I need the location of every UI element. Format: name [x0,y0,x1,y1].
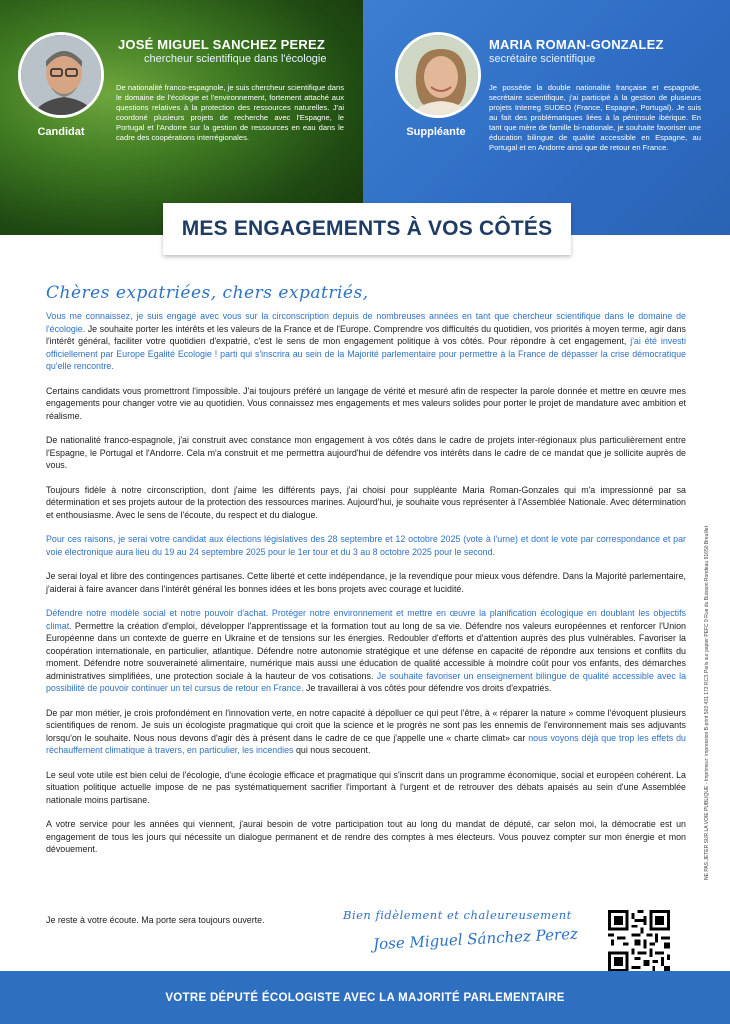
body-text: De par mon métier, je crois profondément en l'innovation verte, en notre capacité à dépolluer ce qui peut l'être, à « réparer la nature » comme l'évoquent plusieurs scientifiques de renom. Je suis un écologiste pragmatique qui croit que la science et le progrès ne sont pas les ennemis de l'environnement mais ses adjuvants lorsqu'on le souhaite. Nous nous devons d'agir dès à présent dans le cadre de ce que j'appelle une « charte climat» car [46,707,686,743]
footer-banner [0,971,730,1024]
paragraph-10: A votre service pour les années qui viennent, j'aurai besoin de votre participation tout au long du mandat de député, car selon moi, la démocratie est un engagement de tous les jours qui nécessite un dialogue permanent et de rendre des comptes à mes électeurs. Vous pouvez compter sur mon énergie et mon dévouement. [46,819,686,854]
substitute-role: Suppléante [406,126,466,138]
candidate-photo [18,32,104,118]
substitute-photo [395,32,481,118]
paragraph-5: Pour ces raisons, je serai votre candidat aux élections législatives des 28 septembre et 12 octobre 2025 (vote à l'urne) et dont le vote par correspondance et par voie électronique aura lieu du 19 au 24 septembre 2025 pour le 1er tour et du 3 au 8 octobre 2025 pour le second. [46,534,686,557]
footer-text: VOTRE DÉPUTÉ ÉCOLOGISTE AVEC LA MAJORITÉ PARLEMENTAIRE [165,991,565,1004]
qr-code-icon [608,910,670,972]
signature: Jose Miguel Sánchez Perez [372,924,579,954]
body-text: qui nous secouent. [293,745,371,755]
letter-body [46,310,686,868]
body-text: Je souhaite porter les intérêts et les valeurs de la France et de l'Europe. Comprendre vos difficultés du quotidien, vos priorités à moyen terme, agir dans l'intérêt général, faciliter votre quotidien d'expatrié, c'est le sens de mon engagement politique à vos côtés. Pour répondre à cet engagement, [46,323,686,346]
substitute-panel [363,0,730,235]
qr-code[interactable] [608,910,670,972]
substitute-title: secrétaire scientifique [489,53,596,65]
paragraph-7 [46,607,686,695]
substitute-portrait-icon [398,35,481,118]
highlight-text: nous voyons déjà que trop les effets du réchauffement climatique à travers, en particulier, les incendies [46,732,686,755]
highlight-text: Défendre notre modèle social et notre pouvoir d'achat. Protéger notre environnement et mettre en œuvre la planification écologique en doublant les objectifs climat. [46,608,686,631]
paragraph-1 [46,310,686,373]
page-title: MES ENGAGEMENTS À VOS CÔTÉS [181,217,553,240]
paragraph-8 [46,707,686,757]
substitute-name: MARIA ROMAN-GONZALEZ [489,37,664,52]
candidate-bio: De nationalité franco-espagnole, je suis chercheur scientifique dans le domaine de l'écologie et l'environnement, fortement attaché aux questions relatives à la protection des ressources naturelles. J'ai coordoné plusieurs projets de recherche avec l'Espagne, le Portugal et l'Andorre sur la gestion de ressources en eau dans le cadre des coopérations interrégionales. [116,83,344,142]
paragraph-6: Je serai loyal et libre des contingences partisanes. Cette liberté et cette indépendance, je la revendique pour mieux vous défendre. Dans la Majorité parlementaire, j'aiderai à faire avancer dans l'intérêt général les bonnes idées et les bons projets avec courage et lucidité. [46,571,686,594]
legal-notice: NE PAS JETER SUR LA VOIE PUBLIQUE - Imprimeur: impression B-print 503 431 173 RCS Paris sur papier PEFC 9 Rue du Buisson Rondeau 91650 Breuillet [704,526,710,880]
body-text: Je travaillerai à vos côtés pour défendre vos droits d'expatriés. [303,683,552,693]
paragraph-2: Certains candidats vous promettront l'impossible. J'ai toujours préféré un langage de vérité et mesuré afin de respecter la parole donnée et mettre en œuvre mes engagements pour changer votre vie au quotidien. Vous connaissez mes engagements et mes valeurs solides pour porter le projet de mandature avec ambition et réalisme. [46,385,686,421]
paragraph-3: De nationalité franco-espagnole, j'ai construit avec constance mon engagement à vos côtés dans le cadre de projets inter-régionaux plus particulièrement entre l'Espagne, le Portugal et l'Andorre. Cela m'a construit et me permettra aujourd'hui de défendre vos intérêts dans le cadre de ce mandat que je sollicite auprès de vous. [46,435,686,470]
paragraph-4: Toujours fidèle à notre circonscription, dont j'aime les différents pays, j'ai choisi pour suppléante Maria Roman-Gonzales qui m'a impressionné par sa détermination et ses projets autour de la protection des ressources marines. Aujourd'hui, je souhaite vous représenter à l'Assemblée Nationale. Avec détermination et enthousiasme. Avec le sens de l'écoute, du respect et du dialogue. [46,484,686,520]
highlight-text: Je souhaite favoriser un enseignement bilingue de qualité accessible avec la possibilité de pouvoir continuer un tel cursus de retour en France. [46,670,687,693]
candidate-title: chercheur scientifique dans l'écologie [144,53,327,65]
candidate-name: JOSÉ MIGUEL SANCHEZ PEREZ [118,37,326,52]
closing-line: Je reste à votre écoute. Ma porte sera toujours ouverte. [46,915,265,925]
highlight-text: Vous me connaissez, je suis engagé avec vous sur la circonscription depuis de nombreuses années en tant que chercheur scientifique dans le domaine de l'écologie. [46,311,686,334]
signature-line: Bien fidèlement et chaleureusement [343,908,572,922]
candidate-portrait-icon [21,35,104,118]
greeting: Chères expatriées, chers expatriés, [46,283,369,303]
body-text: Permettre la création d'emploi, développer l'apprentissage et la formation tout au long de sa vie. Défendre nos valeurs européennes et renforcer l'Union Européenne dans un contexte de guerre en Ukraine et de tensions sur les énergies. Redoubler d'efforts et d'attention auprès des plus vulnérables. Favoriser la coopération internationale, en particulier, atlantique. Défendre notre autonomie stratégique et une défense en capacité de répondre aux tensions et conflits du moment. Défendre notre souveraineté alimentaire, numérique mais aussi une éducation de qualité accessible à moindre coût pour vos enfants, des démarches administratives simplifiées, une protection sociale à la hauteur de vos cotisations. [46,620,686,681]
paragraph-9: Le seul vote utile est bien celui de l'écologie, d'une écologie efficace et pragmatique qui s'inscrit dans un programme économique, social et européen cohérent. La situation politique actuelle impose de ne pas systématiquement sacrifier l'important à l'urgent et de retrouver des débats apaisés au sein d'une Assemblée nationale moins partisane. [46,769,686,805]
page-title-banner [163,203,571,255]
candidate-role: Candidat [37,126,85,138]
candidate-panel [0,0,363,235]
substitute-bio: Je possède la double nationalité française et espagnole, secrétaire scientifique, j'ai participé à la gestion de plusieurs projets Interreg SUDEO (France, Espagne, Portugal). Je suis au fait des problématiques liées à la péninsule ibérique. En tant que mère de famille bi-nationale, je souhaite favoriser une éducation bilingue de qualité accessible en Espagne, au Portugal et en Andorre ainsi que de retour en France. [489,83,701,152]
highlight-text: j'ai été investi officiellement par Europe Egalité Ecologie ! parti qui s'inscrira au sein de la Majorité parlementaire pour permettre à la France de dépasser la crise démocratique qu'elle rencontre. [46,336,686,371]
